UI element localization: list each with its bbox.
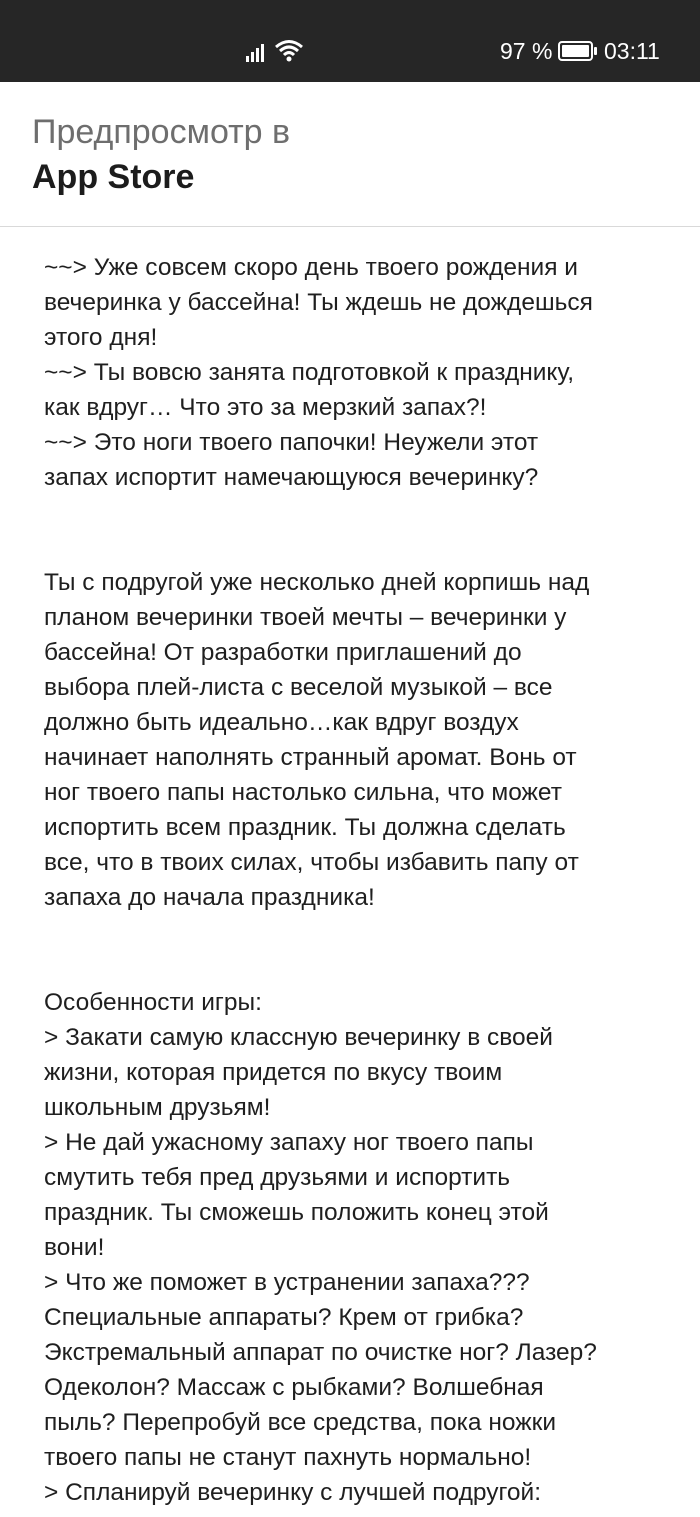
description-line: запаха до начала праздника!	[44, 884, 375, 911]
description-line: праздник. Ты сможешь положить конец этой	[44, 1199, 549, 1226]
clock: 03:11	[604, 38, 660, 64]
description-line	[44, 950, 656, 985]
battery-percent: 97 %	[500, 38, 553, 64]
battery-icon	[558, 41, 598, 61]
description-line: испортить всем праздник. Ты должна сделать	[44, 814, 566, 841]
description-line: вечеринка у бассейна! Ты ждешь не дождешься	[44, 289, 593, 316]
description-line: ~~> Уже совсем скоро день твоего рождения и	[44, 254, 578, 281]
description-line: > Не дай ужасному запаху ног твоего папы	[44, 1129, 534, 1156]
status-bar	[0, 0, 700, 82]
page-header	[0, 82, 700, 227]
description-line: должно быть идеально…как вдруг воздух	[44, 709, 519, 736]
description-line: твоего папы не станут пахнуть нормально!	[44, 1444, 532, 1471]
signal-icon	[246, 40, 268, 62]
description-line: запах испортит намечающуюся вечеринку?	[44, 464, 539, 491]
description-line: Особенности игры:	[44, 989, 262, 1016]
page-title: App Store	[32, 158, 195, 196]
wifi-icon	[274, 38, 304, 62]
description-line: школьным друзьям!	[44, 1094, 271, 1121]
description-line: бассейна! От разработки приглашений до	[44, 639, 522, 666]
description-line: ног твоего папы настолько сильна, что может	[44, 779, 562, 806]
description-line	[44, 495, 656, 530]
description-line: жизни, которая придется по вкусу твоим	[44, 1059, 503, 1086]
description-line: Экстремальный аппарат по очистке ног? Лазер?	[44, 1339, 597, 1366]
description-line	[44, 915, 656, 950]
description-line: пыль? Перепробуй все средства, пока ножки	[44, 1409, 556, 1436]
description-line: Ты с подругой уже несколько дней корпишь над	[44, 569, 590, 596]
description-line: начинает наполнять странный аромат. Вонь от	[44, 744, 577, 771]
description-line: > Закати самую классную вечеринку в своей	[44, 1024, 553, 1051]
description-line: планом вечеринки твоей мечты – вечеринки у	[44, 604, 567, 631]
description-line: > Что же поможет в устранении запаха???	[44, 1269, 530, 1296]
header-subtitle: Предпросмотр в	[32, 113, 291, 151]
description-line: Одеколон? Массаж с рыбками? Волшебная	[44, 1374, 544, 1401]
description-line: Специальные аппараты? Крем от грибка?	[44, 1304, 524, 1331]
description-line: ~~> Ты вовсю занята подготовкой к празднику,	[44, 359, 575, 386]
description-line: все, что в твоих силах, чтобы избавить папу от	[44, 849, 579, 876]
description-line: вони!	[44, 1234, 105, 1261]
description-line: выбора плей-листа с веселой музыкой – все	[44, 674, 553, 701]
description-line	[44, 530, 656, 565]
description-text	[44, 250, 656, 1510]
description-line: этого дня!	[44, 324, 158, 351]
description-line: ~~> Это ноги твоего папочки! Неужели этот	[44, 429, 539, 456]
description-line: смутить тебя пред друзьями и испортить	[44, 1164, 511, 1191]
description-line: как вдруг… Что это за мерзкий запах?!	[44, 394, 487, 421]
description-line: > Спланируй вечеринку с лучшей подругой:	[44, 1479, 542, 1506]
